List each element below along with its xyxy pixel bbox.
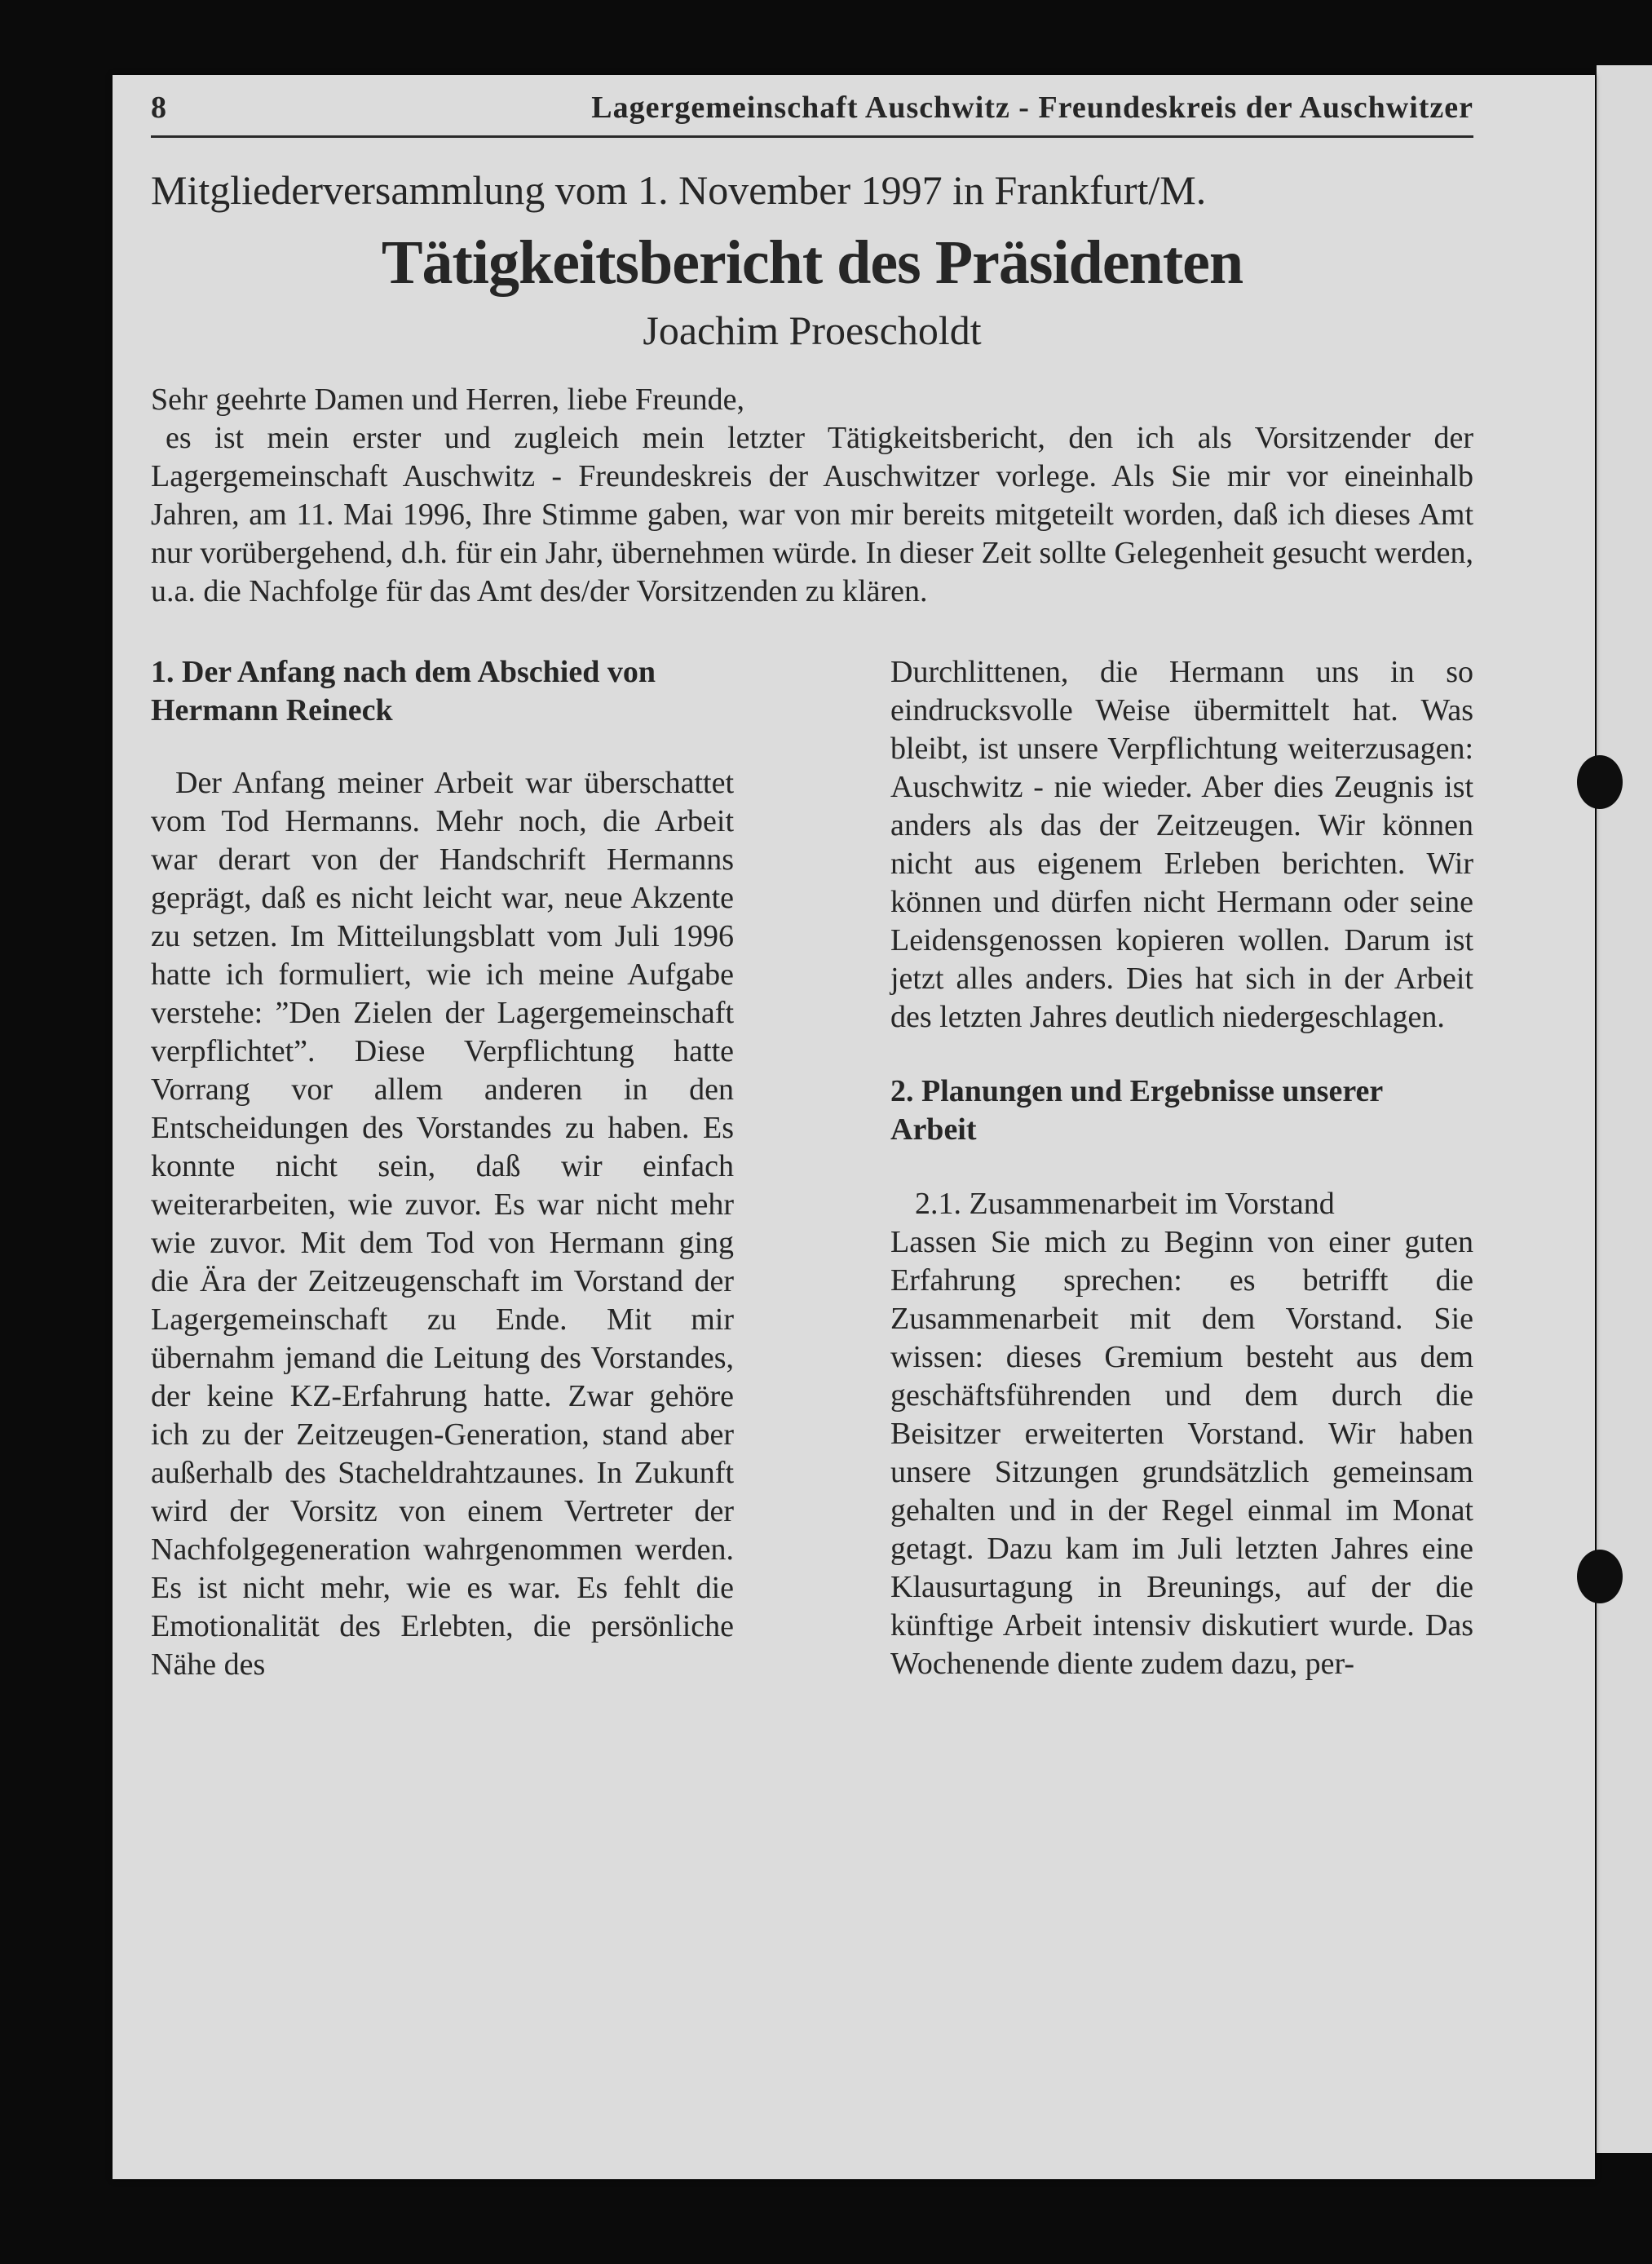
article-title: Tätigkeitsbericht des Präsidenten [381,228,1243,297]
page-content [151,90,1473,1684]
body-paragraph: Der Anfang meiner Arbeit war überschattet vom Tod Hermanns. Mehr noch, die Arbeit war derart von der Handschrift Hermanns geprägt, daß es nicht leicht war, neue Akzente zu setzen. Im Mitteilungsblatt vom Juli 1996 hatte ich formuliert, wie ich meine Aufgabe verstehe: ”Den Zielen der Lagergemeinschaft verpflichtet”. Diese Verpflichtung hatte Vorrang vor allem anderen in den Entscheidungen des Vorstandes zu haben. Es konnte nicht sein, daß wir einfach weiterarbeiten, wie zuvor. Es war nicht mehr wie zuvor. Mit dem Tod von Hermann ging die Ära der Zeitzeugenschaft im Vorstand der Lagergemeinschaft zu Ende. Mit mir übernahm jemand die Leitung des Vorstandes, der keine KZ-Erfahrung hatte. Zwar gehöre ich zu der Zeitzeugen-Generation, stand aber außerhalb des Stacheldrahtzaunes. In Zukunft wird der Vorsitz von einem Vertreter der Nachfolgegeneration wahrgenommen werden. Es ist nicht mehr, wie es war. Es fehlt die Emotionalität des Erlebten, die persönliche Nähe des [151,766,734,1682]
article-author: Joachim Proescholdt [643,307,982,353]
punch-hole [1577,755,1623,809]
meeting-line: Mitgliederversammlung vom 1. November 1997 in Frankfurt/M. [151,167,1207,213]
intro-paragraph [151,381,1473,611]
intro-text: es ist mein erster und zugleich mein letzter Tätigkeitsbericht, den ich als Vorsitzender der Lagergemeinschaft Auschwitz - Freundeskreis der Auschwitzer vorlege. Als Sie mir vor eineinhalb Jahren, am 11. Mai 1996, Ihre Stimme gaben, war von mir bereits mitgeteilt worden, daß ich dieses Amt nur vorübergehend, d.h. für ein Jahr, übernehmen würde. In dieser Zeit sollte Gelegenheit gesucht werden, u.a. die Nachfolge für das Amt des/der Vorsitzenden zu klären. [151,421,1473,608]
running-header [151,90,1473,138]
section-heading: 1. Der Anfang nach dem Abschied von Hermann Reineck [151,655,656,727]
subsection-heading: 2.1. Zusammenarbeit im Vorstand [915,1187,1335,1221]
facing-page-edge [1597,65,1652,2153]
section-heading: 2. Planungen und Ergebnisse unserer Arbeit [890,1074,1383,1147]
body-paragraph-continued: Durchlittenen, die Hermann uns in so eindrucksvolle Weise übermittelt hat. Was bleibt, ist unsere Verpflichtung weiterzusagen: Auschwitz - nie wieder. Aber dies Zeugnis ist anders als das der Zeitzeugen. Wir können nicht aus eigenem Erleben berichten. Wir können und dürfen nicht Hermann oder seine Leidensgenossen kopieren wollen. Darum ist jetzt alles anders. Dies hat sich in der Arbeit des letzten Jahres deutlich niedergeschlagen. [890,655,1473,1034]
journal-title: Lagergemeinschaft Auschwitz - Freundeskreis der Auschwitzer [591,91,1473,125]
punch-hole [1577,1550,1623,1603]
right-column [890,653,1473,1684]
left-column [151,653,734,1684]
salutation: Sehr geehrte Damen und Herren, liebe Freunde, [151,382,745,417]
body-paragraph: Lassen Sie mich zu Beginn von einer guten Erfahrung sprechen: es betrifft die Zusammenarbeit mit dem Vorstand. Sie wissen: dieses Gremium besteht aus dem geschäftsführenden und dem durch die Beisitzer erweiterten Vorstand. Wir haben unsere Sitzungen grundsätzlich gemeinsam gehalten und in der Regel einmal im Monat getagt. Dazu kam im Juli letzten Jahres eine Klausurtagung in Breunings, auf der die künftige Arbeit intensiv diskutiert wurde. Das Wochenende diente zudem dazu, per- [890,1225,1473,1681]
page-number: 8 [151,91,166,125]
two-column-body [151,653,1473,1684]
